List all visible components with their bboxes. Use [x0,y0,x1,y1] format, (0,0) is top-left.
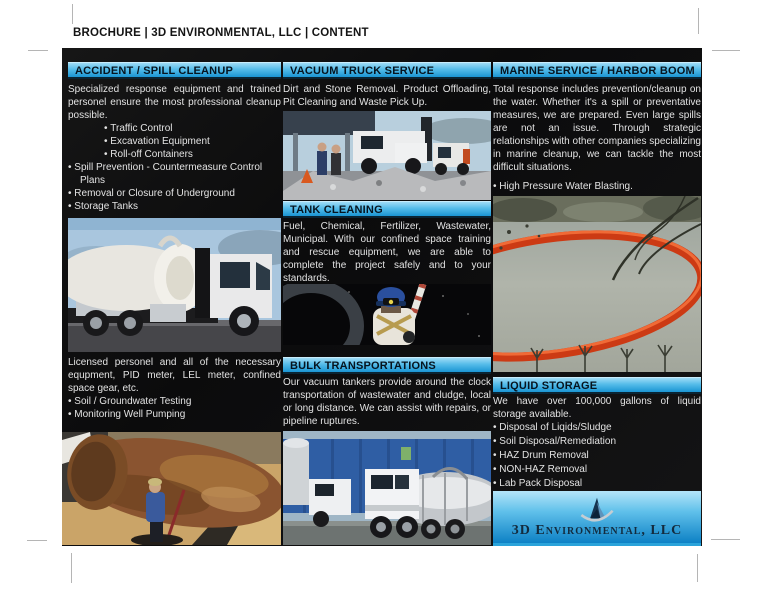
bullet-item: • Soil Disposal/Remediation [493,435,701,449]
bullet-item: • NON-HAZ Removal [493,463,701,477]
bullet-list [493,180,701,193]
tank-cleaning-text-block [283,220,491,285]
section-header-marine-service [493,62,701,79]
bullet-list [68,395,281,421]
section-title: MARINE SERVICE / HARBOR BOOM [500,65,695,77]
paragraph: Licensed personel and all of the necessary equpment, PID meter, LEL meter, confined space gear, etc. [68,357,281,394]
licensed-personnel-text-block [68,356,281,421]
bullet-item: • Roll-off Containers [104,148,281,161]
crop-mark [712,50,740,51]
document-title: BROCHURE | 3D ENVIRONMENTAL, LLC | CONTENT [73,27,369,39]
vacuum-truck-text-block [283,83,491,109]
tank-excavation-photo [62,432,281,545]
company-logo-icon [579,496,615,522]
section-title: BULK TRANSPORTATIONS [290,360,436,372]
job-site-photo [283,111,491,200]
section-header-vacuum-truck-service [283,62,491,79]
paragraph: Total response includes prevention/cleanup on the water. Whether it's a spill or preventative measures, we are prepared. Even large spills are not an issue. Through strategic relationships with other companies specializing in marine cleanup, we can tackle the most difficult situations. [493,84,701,173]
bullet-list [493,421,701,491]
section-title: TANK CLEANING [290,204,383,216]
crop-mark [27,540,47,541]
section-title: VACUUM TRUCK SERVICE [290,65,435,77]
section-header-tank-cleaning [283,201,491,218]
crop-mark [72,4,73,24]
crop-mark [697,554,698,582]
marine-service-text-block [493,83,701,193]
bullet-item: • Lab Pack Disposal [493,477,701,491]
section-header-accident-spill-cleanup [68,62,281,79]
section-title: ACCIDENT / SPILL CLEANUP [75,65,233,77]
bullet-item: • Soil / Groundwater Testing [68,395,281,408]
vacuum-truck-photo [68,218,281,352]
bullet-item: • Removal or Closure of Underground [68,187,281,200]
paragraph: We have over 100,000 gallons of liquid storage available. [493,396,701,420]
confined-space-photo [283,284,491,345]
bullet-item: • Spill Prevention - Countermeasure Control Plans [68,161,281,187]
sub-bullet-list [68,122,281,161]
crop-mark [711,539,740,540]
liquid-storage-text-block [493,395,701,491]
bulk-transportations-text-block [283,376,491,428]
company-name: 3D Environmental, LLC [511,522,683,538]
spill-cleanup-text-block [68,83,281,213]
bullet-item: • Traffic Control [104,122,281,135]
paragraph: Specialized response equipment and trained personel ensure the most professional cleanup possible. [68,84,281,121]
bullet-list [68,161,281,213]
harbor-boom-photo [493,196,701,372]
paragraph: Fuel, Chemical, Fertilizer, Wastewater, Municipal. With our confined space training and rescue equipment, we are able to complete the project safely and to your standards. [283,221,491,284]
bullet-item: • HAZ Drum Removal [493,449,701,463]
bullet-item: • Disposal of Liqids/Sludge [493,421,701,435]
tanker-trucks-photo [283,431,491,545]
company-logo-panel [493,491,701,546]
crop-mark [71,553,72,583]
paragraph: Our vacuum tankers provide around the clock transportation of wastewater and cludge, local or long distance. We can assist with repairs, or pipeline ruptures. [283,377,491,427]
section-header-bulk-transportations [283,357,491,374]
bullet-item: • Monitoring Well Pumping [68,408,281,421]
paragraph: Dirt and Stone Removal. Product Offloading, Pit Cleaning and Waste Pick Up. [283,84,491,108]
crop-mark [28,50,48,51]
bullet-item: • Excavation Equipment [104,135,281,148]
crop-mark [698,8,699,34]
section-header-liquid-storage [493,377,701,394]
section-title: LIQUID STORAGE [500,380,598,392]
bullet-item: • High Pressure Water Blasting. [493,180,701,193]
bullet-item: • Storage Tanks [68,200,281,213]
